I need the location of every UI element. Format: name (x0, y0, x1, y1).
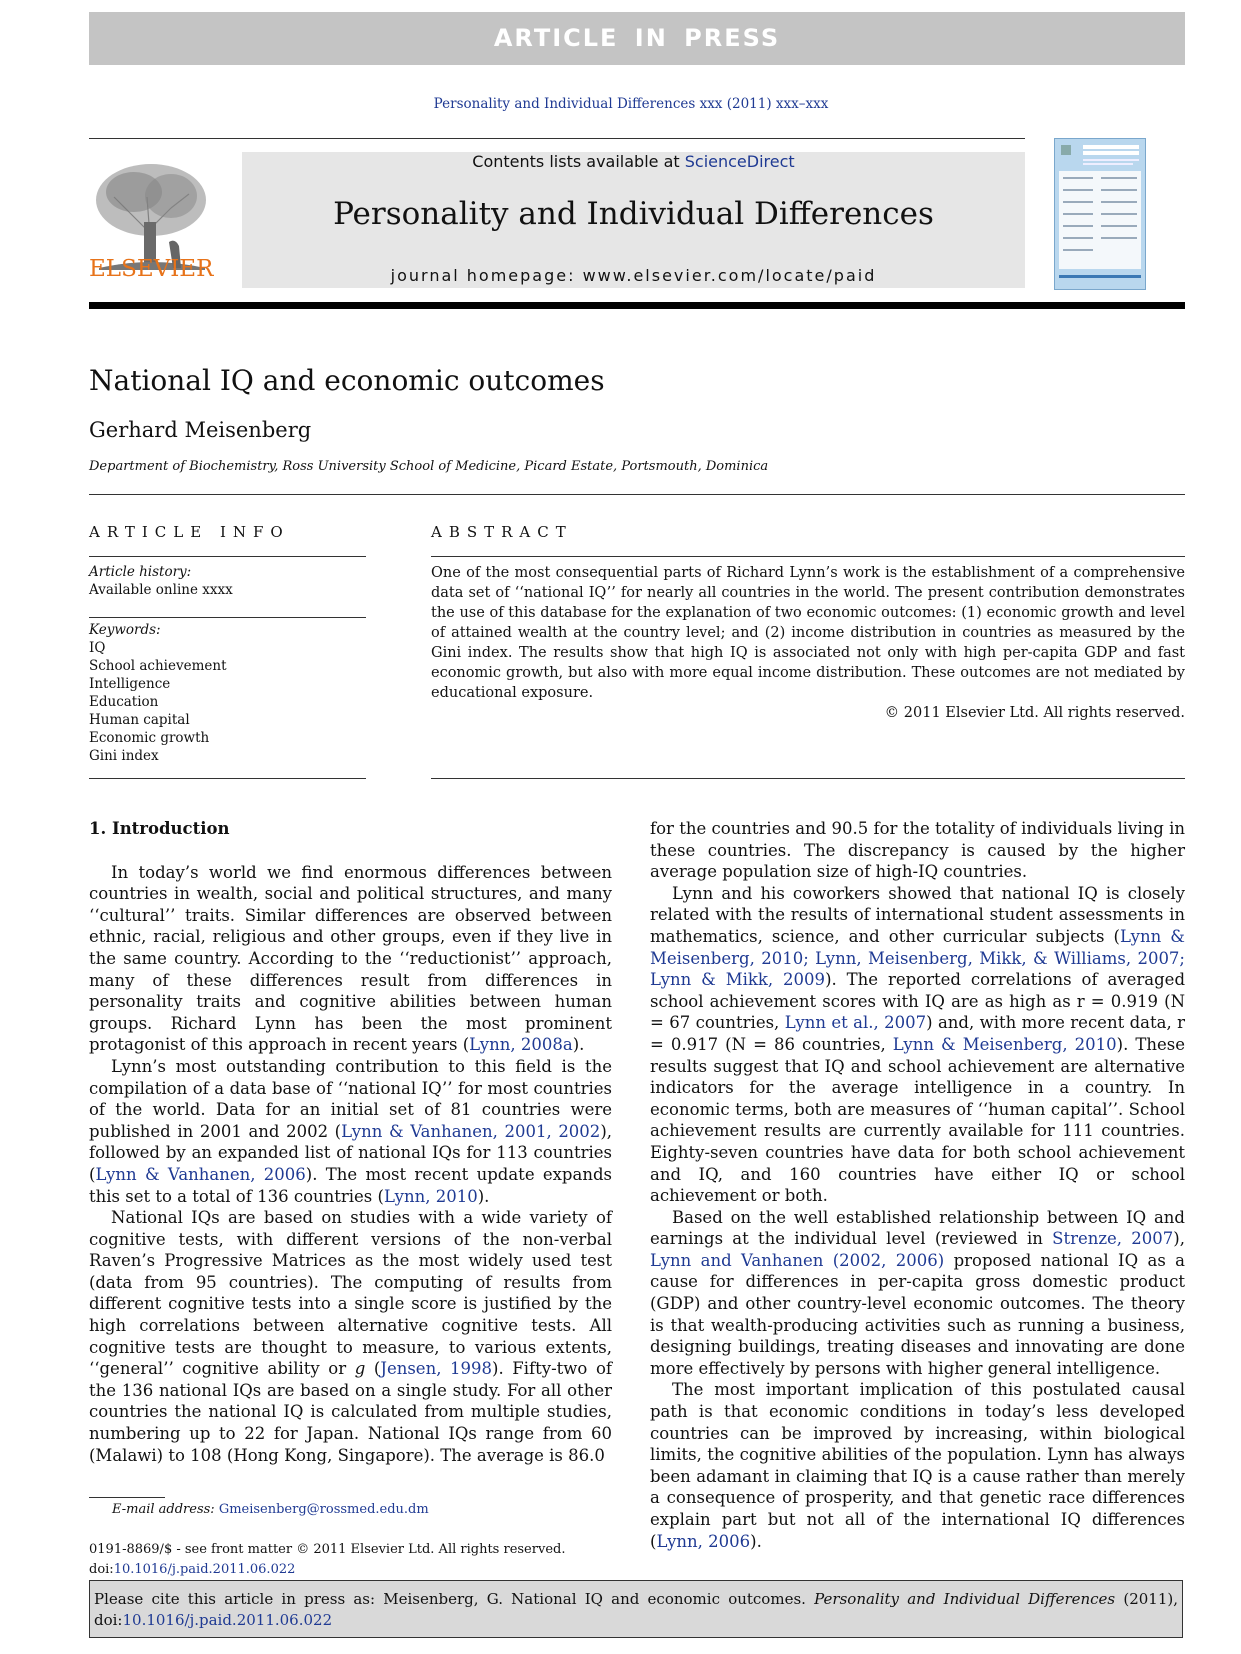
reference-link[interactable]: Lynn et al., 2007 (784, 1013, 927, 1033)
email-link[interactable]: Gmeisenberg@rossmed.edu.dm (218, 1502, 429, 1517)
issn-line: 0191-8869/$ - see front matter © 2011 Elsevier Ltd. All rights reserved. (89, 1542, 566, 1557)
reference-link[interactable]: Lynn & Vanhanen, 2006 (95, 1164, 306, 1184)
journal-homepage-link[interactable]: journal homepage: www.elsevier.com/locate/paid (390, 266, 877, 285)
text-run: ), followed by an expanded list of national IQs for 113 countries ( (89, 1121, 612, 1184)
keyword: Gini index (89, 748, 159, 764)
reference-link[interactable]: Lynn, 2008a (469, 1035, 573, 1055)
paragraph (89, 1056, 612, 1207)
keyword: Economic growth (89, 730, 210, 746)
text-run: for the countries and 90.5 for the totality of individuals living in these countries. The discrepancy is caused by the higher average population size of high-IQ countries. (650, 819, 1185, 882)
paragraph (89, 862, 612, 1056)
statistic: r = 0.917 (N = 86 countries, (650, 1013, 1185, 1054)
article-info-rule (89, 556, 366, 557)
text-run: ). (477, 1186, 490, 1206)
journal-name: Personality and Individual Differences (333, 196, 934, 232)
contents-available-line (242, 152, 1025, 171)
author-affiliation: Department of Biochemistry, Ross University School of Medicine, Picard Estate, Portsmouth, Dominica (89, 459, 769, 474)
article-in-press-banner: ARTICLE IN PRESS (89, 12, 1185, 65)
elsevier-logo (89, 152, 213, 290)
article-info-rule (89, 617, 366, 618)
abstract-rule (431, 778, 1185, 779)
abstract-body (431, 563, 1185, 723)
cite-this-article-box (89, 1580, 1183, 1638)
text-run: The most important implication of this postulated causal path is that economic conditions in today’s less developed countries can be improved by increasing, within biological limits, the cognitive abilities of the population. Lynn has always been adamant in claiming that IQ is a cause rather than merely a consequence of prosperity, and that genetic race differences explain part but not all of the international IQ differences ( (650, 1380, 1185, 1551)
abstract-rule (431, 556, 1185, 557)
journal-cover-thumbnail (1054, 138, 1146, 290)
article-history (89, 563, 233, 599)
publisher-name: ELSEVIER (89, 256, 214, 282)
statistic: r = 0.919 (N = 67 countries, (650, 991, 1186, 1033)
paragraph (650, 1379, 1185, 1552)
article-title: National IQ and economic outcomes (89, 364, 605, 397)
footnote-email (112, 1502, 429, 1517)
text-run: ). Fifty-two of the 136 national IQs are based on a single study. For all other countries the national IQ is calculated from multiple studies, numbering up to 22 for Japan. National IQs range from 60 (Malawi) to 108 (Hong Kong, Singapore). The average is 86.0 (89, 1359, 612, 1465)
abstract-copyright: © 2011 Elsevier Ltd. All rights reserved. (884, 705, 1185, 721)
text-run: Based on the well established relationship between IQ and earnings at the individual level (reviewed in (650, 1207, 1185, 1249)
header-thick-rule (89, 302, 1185, 309)
article-author: Gerhard Meisenberg (89, 418, 312, 442)
keywords-list (89, 621, 227, 765)
keywords-label: Keywords: (89, 622, 161, 638)
paragraph (650, 883, 1185, 1207)
history-value: Available online xxxx (89, 582, 233, 598)
keyword: School achievement (89, 658, 227, 674)
journal-citation-link[interactable]: Personality and Individual Differences xxx (2011) xxx–xxx (433, 96, 829, 112)
text-run: ) and, with more recent data, (926, 1013, 1178, 1033)
abstract-text: One of the most consequential parts of Richard Lynn’s work is the establishment of a comprehensive data set of ‘‘national IQ’’ for nearly all countries in the world. The present contribution demonstrates the use of this database for the explanation of two economic outcomes: (1) economic growth and level of attained wealth at the country level; and (2) income distribution in countries as measured by the Gini index. The results show that high IQ is associated not only with high per-capita GDP and fast economic growth, but also with more equal income distribution. These outcomes are not mediated by educational exposure. (431, 565, 1185, 701)
text-run: National IQs are based on studies with a wide variety of cognitive tests, with different versions of the non-verbal Raven’s Progressive Matrices as the most widely used test (data from 95 countries). The computing of results from different cognitive tests into a single score is justified by the high correlations between alternative cognitive tests. All cognitive tests are thought to measure, to various extents, ‘‘general’’ cognitive ability or (89, 1208, 612, 1379)
symbol-g: g (354, 1359, 366, 1379)
text-run: ). The most recent update expands this set to a total of 136 countries ( (89, 1164, 612, 1206)
text-run: Lynn and his coworkers showed that national IQ is closely related with the results of international student assessments in mathematics, science, and other curricular subjects ( (650, 883, 1185, 946)
footnote-rule (89, 1497, 165, 1498)
body-right-column (650, 818, 1185, 1552)
cite-journal: Personality and Individual Differences (814, 1590, 1116, 1608)
cite-doi-link[interactable]: 10.1016/j.paid.2011.06.022 (122, 1611, 333, 1629)
sciencedirect-link[interactable]: ScienceDirect (684, 152, 795, 171)
text-run: ). (750, 1531, 762, 1551)
doi-line (89, 1560, 565, 1580)
header-rule (89, 138, 1025, 139)
cite-prefix: Please cite this article in press as: Meisenberg, G. National IQ and economic outcomes. (94, 1590, 815, 1608)
text-run: In today’s world we find enormous differences between countries in wealth, social and political structures, and many ‘‘cultural’’ traits. Similar differences are observed between ethnic, racial, religious and other groups, even if they live in the same country. According to the ‘‘reductionist’’ approach, many of these differences result from differences in personality traits and cognitive abilities between human groups. Richard Lynn has been the most prominent protagonist of this approach in recent years ( (89, 862, 612, 1055)
cite-middle: (2011), doi: (94, 1590, 1178, 1629)
text-run: ). (572, 1035, 585, 1055)
reference-link[interactable]: Lynn & Meisenberg, 2010 (892, 1034, 1117, 1054)
body-left-column (89, 818, 612, 1466)
text-run: ). The reported correlations of averaged school achievement scores with IQ are as high as (650, 970, 1186, 1011)
text-run: ( (365, 1359, 381, 1379)
text-run: ), (1173, 1229, 1185, 1249)
cover-illustration-icon (1055, 139, 1145, 289)
front-matter (89, 1540, 565, 1580)
paragraph (650, 1207, 1185, 1380)
keyword: Intelligence (89, 676, 171, 692)
text-run: ). These results suggest that IQ and school achievement are alternative indicators for the average intelligence in a country. In economic terms, both are measures of ‘‘human capital’’. School achievement results are currently available for 111 countries. Eighty-seven countries have data for both school achievement and IQ, and 160 countries have either IQ or school achievement or both. (650, 1034, 1185, 1206)
text-run: Lynn’s most outstanding contribution to this field is the compilation of a data base of ‘‘national IQ’’ for most countries of the world. Data for an initial set of 81 countries were published in 2001 and 2002 ( (89, 1056, 612, 1141)
reference-link[interactable]: Strenze, 2007 (1052, 1229, 1174, 1249)
abstract-heading: ABSTRACT (431, 523, 573, 541)
reference-link[interactable]: Jensen, 1998 (380, 1359, 493, 1379)
article-info-heading: ARTICLE INFO (89, 523, 290, 541)
affiliation-rule (89, 494, 1185, 495)
article-info-rule (89, 778, 366, 779)
reference-link[interactable]: Lynn, 2006 (656, 1531, 751, 1551)
paragraph (650, 818, 1185, 883)
paragraph (89, 1207, 612, 1466)
reference-link[interactable]: Lynn & Meisenberg, 2010; Lynn, Meisenberg, Mikk, & Williams, 2007; Lynn & Mikk, 2009 (650, 926, 1185, 990)
keyword: IQ (89, 640, 106, 656)
email-label: E-mail address: (112, 1502, 219, 1517)
doi-label: doi: (89, 1562, 114, 1577)
contents-prefix: Contents lists available at (472, 152, 685, 171)
text-run: proposed national IQ as a cause for differences in per-capita gross domestic product (GDP) and other country-level economic outcomes. The theory is that wealth-producing activities such as running a business, designing buildings, treating diseases and innovating are done more effectively by persons with higher general intelligence. (650, 1250, 1185, 1378)
keyword: Human capital (89, 712, 190, 728)
history-label: Article history: (89, 564, 192, 580)
reference-link[interactable]: Lynn, 2010 (383, 1186, 478, 1206)
reference-link[interactable]: Lynn and Vanhanen (2002, 2006) (650, 1250, 945, 1270)
reference-link[interactable]: Lynn & Vanhanen, 2001, 2002 (341, 1121, 601, 1141)
keyword: Education (89, 694, 159, 710)
doi-link[interactable]: 10.1016/j.paid.2011.06.022 (113, 1562, 296, 1577)
journal-header-box (242, 152, 1025, 288)
section-heading: 1. Introduction (89, 819, 230, 838)
